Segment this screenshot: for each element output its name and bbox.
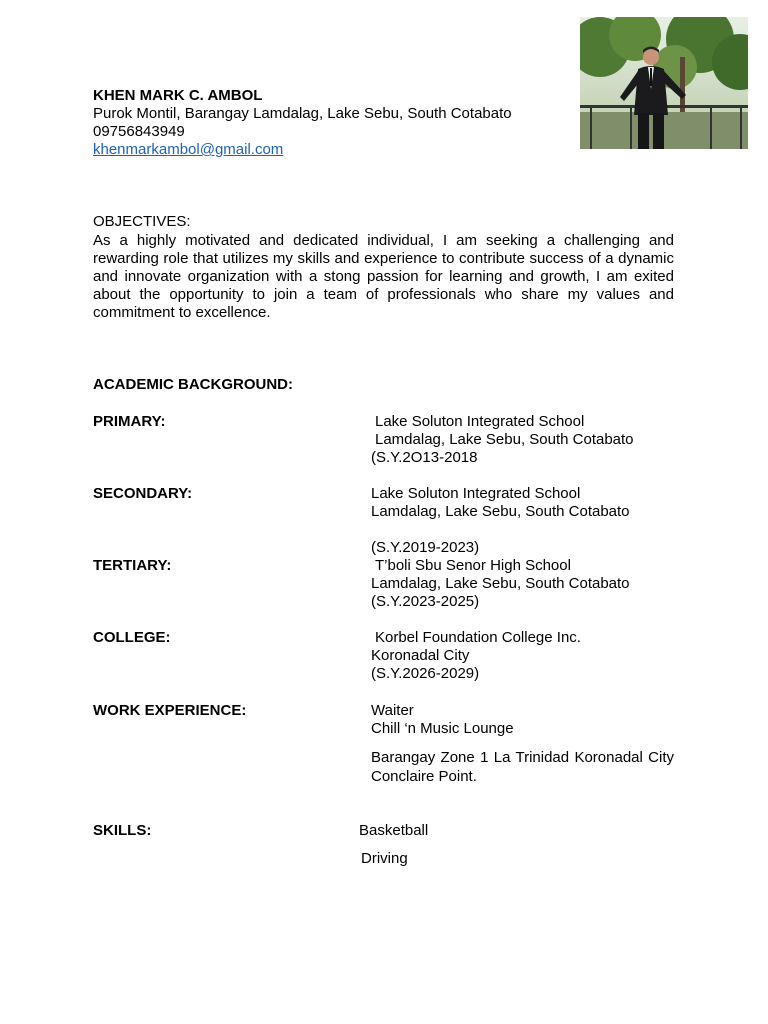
primary-location: Lamdalag, Lake Sebu, South Cotabato <box>375 431 634 448</box>
secondary-school: Lake Soluton Integrated School <box>371 485 581 502</box>
email-link[interactable]: khenmarkambol@gmail.com <box>93 141 284 158</box>
work-position: Waiter <box>371 702 414 719</box>
profile-photo <box>580 17 748 149</box>
secondary-location: Lamdalag, Lake Sebu, South Cotabato <box>371 503 630 520</box>
tertiary-school: T’boli Sbu Senor High School <box>375 557 571 574</box>
applicant-name: KHEN MARK C. AMBOL <box>93 87 263 104</box>
address: Purok Montil, Barangay Lamdalag, Lake Sebu, South Cotabato <box>93 105 512 122</box>
tertiary-years: (S.Y.2023-2025) <box>371 593 480 610</box>
primary-years: (S.Y.2O13-2018 <box>371 449 478 466</box>
college-label: COLLEGE: <box>93 629 171 646</box>
skill-item: Basketball <box>359 822 429 839</box>
college-years: (S.Y.2026-2029) <box>371 665 480 682</box>
work-experience-label: WORK EXPERIENCE: <box>93 702 247 719</box>
work-address: Barangay Zone 1 La Trinidad Koronadal City Conclaire Point. <box>371 749 674 785</box>
work-employer: Chill ‘n Music Lounge <box>371 720 514 737</box>
tertiary-location: Lamdalag, Lake Sebu, South Cotabato <box>371 575 630 592</box>
skill-item: Driving <box>361 850 408 867</box>
secondary-years: (S.Y.2019-2023) <box>371 539 480 556</box>
college-location: Koronadal City <box>371 647 470 664</box>
college-school: Korbel Foundation College Inc. <box>375 629 581 646</box>
academic-heading: ACADEMIC BACKGROUND: <box>93 376 293 393</box>
primary-school: Lake Soluton Integrated School <box>375 413 585 430</box>
phone-number: 09756843949 <box>93 123 185 140</box>
person-photo-icon <box>580 17 748 149</box>
tertiary-label: TERTIARY: <box>93 557 172 574</box>
secondary-label: SECONDARY: <box>93 485 193 502</box>
objectives-heading: OBJECTIVES: <box>93 213 191 230</box>
skills-label: SKILLS: <box>93 822 152 839</box>
primary-label: PRIMARY: <box>93 413 166 430</box>
objectives-text: As a highly motivated and dedicated individual, I am seeking a challenging and rewarding role that utilizes my skills and experience to contribute success of a dynamic and innovate organization with a stong passion for learning and growth, I am exited about the opportunity to join a team of professionals who share my values and commitment to excellence. <box>93 232 674 321</box>
